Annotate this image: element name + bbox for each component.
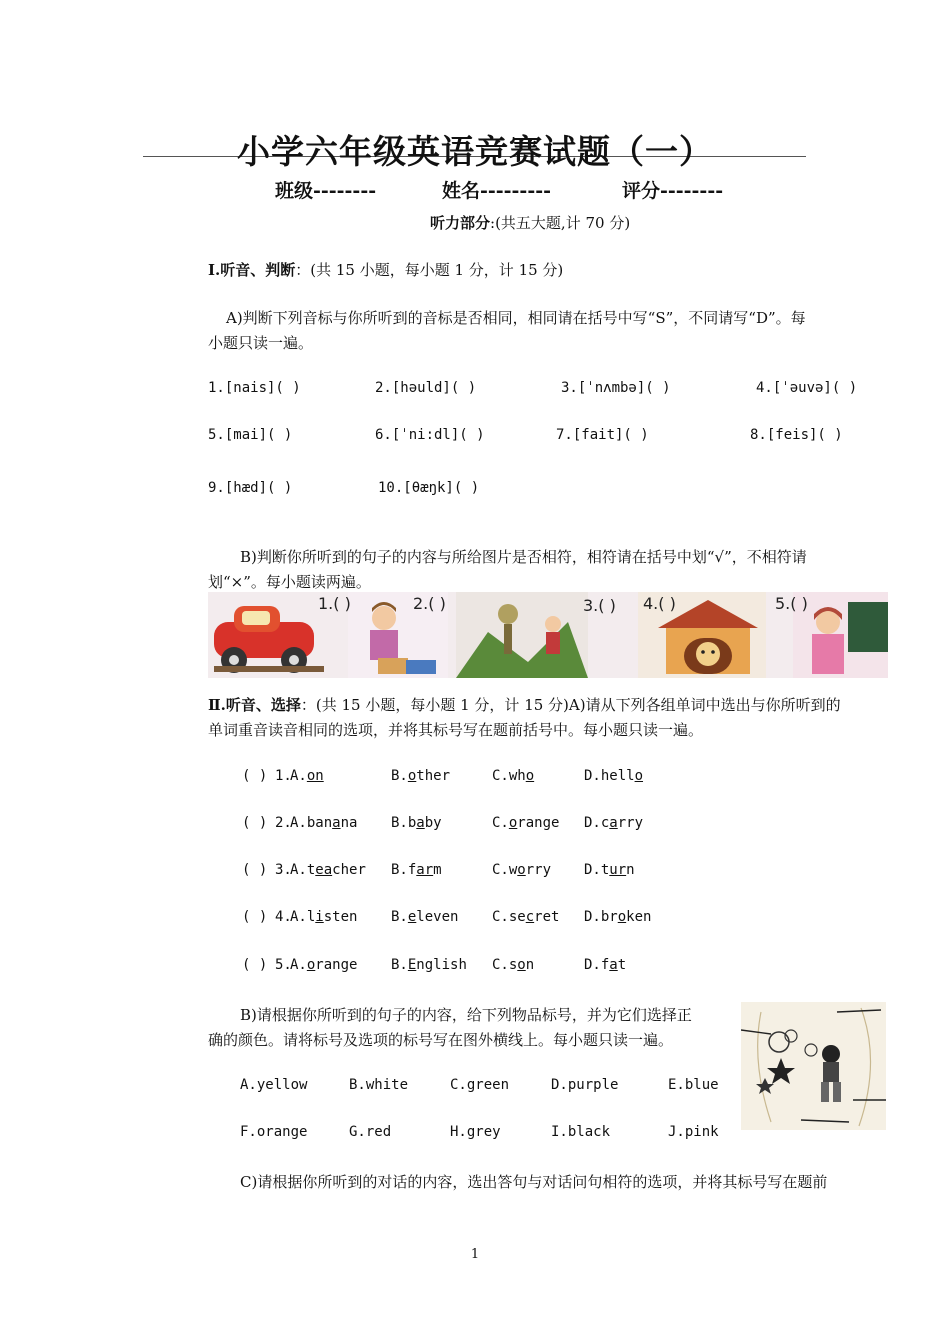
word-option: B.farm — [391, 862, 442, 878]
stressed-letters: e — [407, 909, 417, 925]
word-option: C.who — [492, 768, 535, 784]
phonetic-item-10: 10.[θæŋk]( ) — [378, 480, 480, 496]
section2-partB-line2: 确的颜色。请将标号及选项的标号写在图外横线上。每小题只读一遍。 — [208, 1031, 674, 1049]
word-option: C.worry — [492, 862, 552, 878]
word-option: D.carry — [584, 815, 644, 831]
phonetic-item-3: 3.[ˈnʌmbə]( ) — [561, 380, 671, 396]
question-number: 1. — [275, 768, 292, 784]
answer-bracket[interactable]: ( ) — [242, 815, 268, 831]
word-option: A.orange — [290, 957, 358, 973]
items-illustration — [741, 1002, 886, 1130]
stressed-letters: o — [407, 768, 417, 784]
word-option: D.broken — [584, 909, 652, 925]
stressed-letters: a — [609, 957, 618, 973]
phonetic-item-1: 1.[nais]( ) — [208, 380, 301, 396]
question-number: 5. — [275, 957, 292, 973]
name-label: 姓名--------- — [442, 180, 551, 202]
phonetic-item-4: 4.[ˈəuvə]( ) — [756, 380, 858, 396]
word-option: C.orange — [492, 815, 560, 831]
section2-line2: 单词重音读音相同的选项，并将其标号写在题前括号中。每小题只读一遍。 — [208, 721, 704, 739]
stressed-letters: o — [306, 957, 316, 973]
section2-partC-line1: C)请根据你所听到的对话的内容，选出答句与对话问句相符的选项，并将其标号写在题前 — [240, 1173, 828, 1191]
stressed-letters: a — [609, 815, 618, 831]
color-option-D: D.purple — [551, 1077, 619, 1093]
section1-partA-line2: 小题只读一遍。 — [208, 334, 314, 352]
stressed-letters: o — [508, 815, 518, 831]
score-label: 评分-------- — [622, 180, 724, 202]
class-label: 班级-------- — [275, 180, 377, 202]
section1-partB-line1: B)判断你所听到的句子的内容与所给图片是否相符，相符请在括号中划“√”，不相符请 — [240, 548, 807, 566]
phonetic-item-5: 5.[mai]( ) — [208, 427, 293, 443]
section1-partB-line2: 划“×”。每小题读两遍。 — [208, 573, 371, 591]
stressed-letters: i — [315, 909, 324, 925]
phonetic-item-9: 9.[hæd]( ) — [208, 480, 293, 496]
phonetic-item-8: 8.[feis]( ) — [750, 427, 843, 443]
color-option-A: A.yellow — [240, 1077, 308, 1093]
color-option-F: F.orange — [240, 1124, 308, 1140]
color-option-H: H.grey — [450, 1124, 501, 1140]
section1-partA-line1: A)判断下列音标与你所听到的音标是否相同，相同请在括号中写“S”，不同请写“D”。每 — [226, 309, 806, 327]
stressed-letters: ur — [609, 862, 627, 878]
stressed-letters: a — [332, 815, 341, 831]
section1-heading: Ⅰ.听音、判断：(共 15 小题，每小题 1 分，计 15 分) — [208, 261, 564, 279]
word-option: A.banana — [290, 815, 358, 831]
answer-bracket[interactable]: ( ) — [242, 862, 268, 878]
stressed-letters: E — [407, 957, 417, 973]
word-option: C.secret — [492, 909, 560, 925]
section2-partB-line1: B)请根据你所听到的句子的内容，给下列物品标号，并为它们选择正 — [240, 1006, 692, 1024]
color-option-E: E.blue — [668, 1077, 719, 1093]
color-option-B: B.white — [349, 1077, 409, 1093]
word-option: B.eleven — [391, 909, 459, 925]
picture-label-5: 5.( ) — [775, 594, 808, 613]
color-option-C: C.green — [450, 1077, 510, 1093]
phonetic-item-7: 7.[fait]( ) — [556, 427, 649, 443]
picture-label-2: 2.( ) — [413, 594, 446, 613]
stressed-letters: on — [306, 768, 324, 784]
stressed-letters: o — [617, 909, 627, 925]
word-option: A.teacher — [290, 862, 366, 878]
answer-bracket[interactable]: ( ) — [242, 768, 268, 784]
items-picture — [741, 1002, 886, 1130]
picture-label-1: 1.( ) — [318, 594, 351, 613]
picture-strip — [208, 592, 888, 678]
word-option: D.hello — [584, 768, 644, 784]
phonetic-item-2: 2.[həuld]( ) — [375, 380, 477, 396]
picture-label-3: 3.( ) — [583, 596, 616, 615]
word-option: B.English — [391, 957, 467, 973]
garden-picture — [456, 592, 588, 678]
page-title: 小学六年级英语竞赛试题（一） — [237, 132, 713, 171]
stressed-letters: ea — [315, 862, 333, 878]
stressed-letters: o — [517, 862, 526, 878]
question-number: 4. — [275, 909, 292, 925]
stressed-letters: o — [517, 957, 526, 973]
answer-bracket[interactable]: ( ) — [242, 909, 268, 925]
word-option: A.on — [290, 768, 324, 784]
color-option-J: J.pink — [668, 1124, 719, 1140]
stressed-letters: ar — [416, 862, 434, 878]
question-number: 2. — [275, 815, 292, 831]
word-option: B.other — [391, 768, 451, 784]
stressed-letters: c — [525, 909, 535, 925]
stressed-letters: a — [416, 815, 425, 831]
answer-bracket[interactable]: ( ) — [242, 957, 268, 973]
color-option-G: G.red — [349, 1124, 392, 1140]
word-option: D.fat — [584, 957, 627, 973]
word-option: B.baby — [391, 815, 442, 831]
picture-label-4: 4.( ) — [643, 594, 676, 613]
word-option: C.son — [492, 957, 535, 973]
word-option: D.turn — [584, 862, 635, 878]
picture-strip-illustration — [208, 592, 888, 678]
listening-part-heading: 听力部分:(共五大题,计 70 分) — [430, 214, 631, 232]
section2-heading: Ⅱ.听音、选择：(共 15 小题，每小题 1 分，计 15 分)A)请从下列各组单词中选出与你所听到的 — [208, 696, 841, 714]
stressed-letters: o — [634, 768, 644, 784]
word-option: A.listen — [290, 909, 358, 925]
stressed-letters: o — [525, 768, 535, 784]
page-number: 1 — [470, 1247, 480, 1262]
color-option-I: I.black — [551, 1124, 611, 1140]
question-number: 3. — [275, 862, 292, 878]
phonetic-item-6: 6.[ˈni:dl]( ) — [375, 427, 485, 443]
